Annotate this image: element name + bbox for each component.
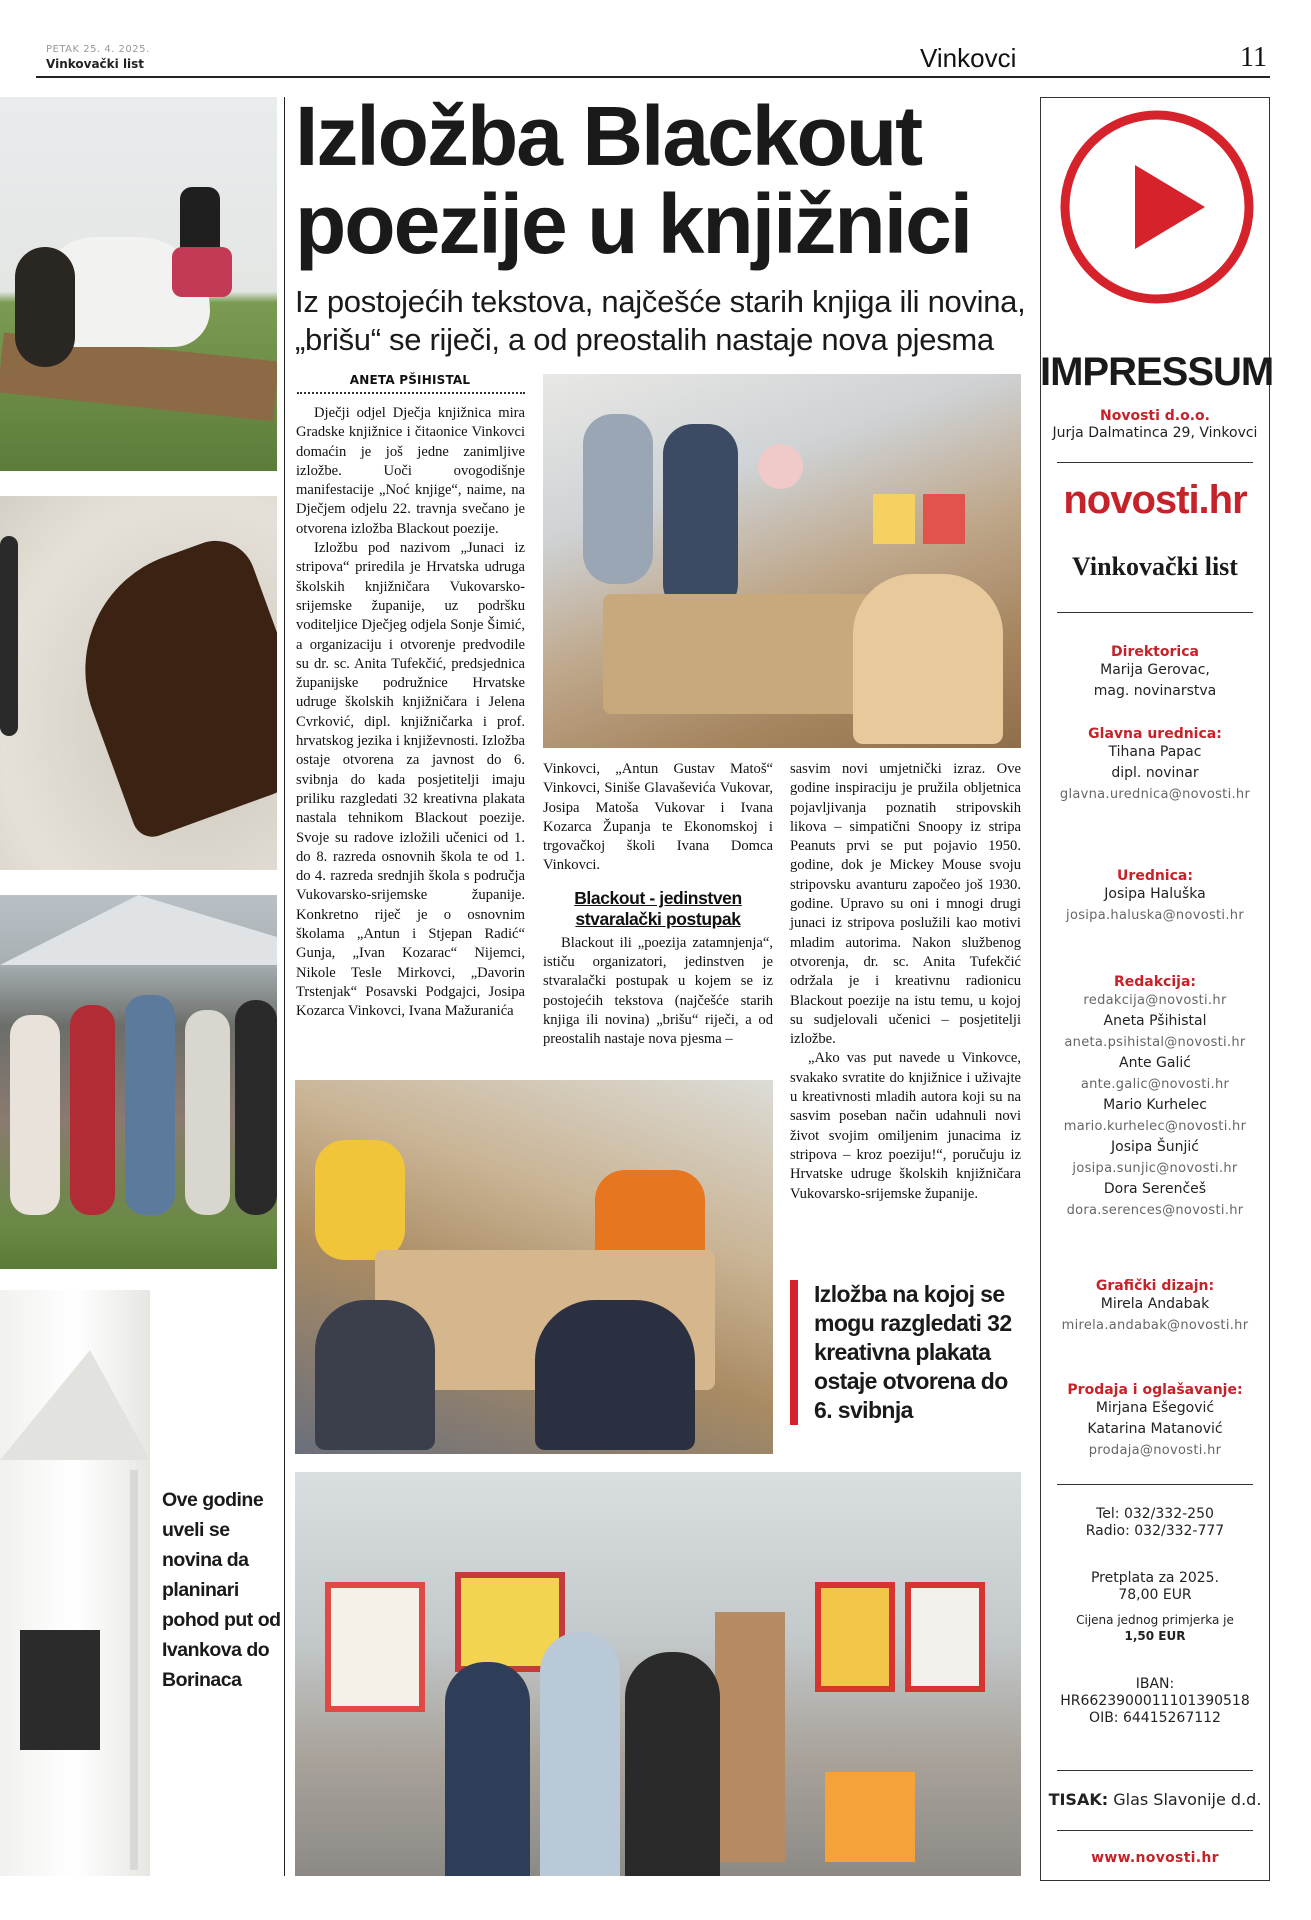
print-value: Glas Slavonije d.d.	[1113, 1790, 1262, 1809]
iban-value: HR6623900011101390518	[1060, 1693, 1250, 1709]
section-name: Vinkovci	[920, 43, 1017, 73]
newsroom-email: redakcija@novosti.hr	[1083, 993, 1227, 1008]
article-headline	[295, 89, 1035, 271]
print-info	[1040, 1790, 1270, 1809]
impressum-rule	[1057, 462, 1253, 463]
subscription-label: Pretplata za 2025.	[1090, 1570, 1220, 1586]
staff-block-director	[1040, 642, 1270, 702]
paragraph: Dječji odjel Dječja knjižnica mira Gradske knjižnice i čitaonice Vinkovci domaćin je još jedne zanimljive izložbe. Uoči ovogodišnje manifestacije „Noć knjige“, naime, na Dječjem odjelu 22. travnja svečano je otvorena izložba Blackout poezije.	[296, 405, 525, 537]
paragraph: Vinkovci, „Antun Gustav Matoš“ Vinkovci, Siniše Glavaševića Vukovar, Josipa Matoša Vukovar i Ivana Kozarca Županja te Ekonomskoj i trgovačkoj školi Ivana Domca Vinkovci.	[543, 761, 773, 874]
white-tent-photo	[0, 1290, 150, 1876]
role-label: Urednica:	[1117, 868, 1193, 884]
headline-line-2: poezije u knjižnici	[295, 177, 972, 271]
staff-email: mario.kurhelec@novosti.hr	[1063, 1119, 1247, 1134]
article-subtitle: Blackout - jedinstven stvaralački postupak	[574, 887, 742, 929]
iban-label: IBAN:	[1135, 1676, 1175, 1692]
single-copy-label: Cijena jednog primjerka je	[1076, 1613, 1234, 1627]
role-label: Prodaja i oglašavanje:	[1067, 1382, 1243, 1398]
role-label: Glavna urednica:	[1088, 726, 1222, 742]
staff-name: Marija Gerovac,	[1100, 662, 1210, 678]
staff-name: Mirjana Ešegović	[1095, 1400, 1215, 1416]
paragraph: „Ako vas put navede u Vinkovce, svakako svratite do knjižnice i uživajte u kreativnosti mladih autora koji su na sasvim poseban način udahnuli novi život svojim omiljenim junacima iz stripova – kroz poeziju!“, poručuju iz Hrvatske udruge školskih knjižničara Vukovarsko-srijemske županije.	[790, 1050, 1021, 1202]
role-label: Redakcija:	[1114, 974, 1196, 990]
impressum-rule	[1057, 1830, 1253, 1831]
staff-title: dipl. novinar	[1111, 765, 1199, 781]
workshop-photo-middle	[295, 1080, 773, 1454]
oib-value: OIB: 64415267112	[1089, 1710, 1221, 1726]
staff-block-newsroom	[1040, 972, 1270, 1221]
left-column-rule	[284, 97, 285, 1876]
radio-number: Radio: 032/332-777	[1085, 1523, 1225, 1539]
staff-block-chief-editor	[1040, 724, 1270, 805]
staff-name: Dora Serenčeš	[1103, 1181, 1207, 1197]
staff-name: Ante Galić	[1119, 1055, 1191, 1071]
article-column-1	[296, 404, 525, 1022]
website-link[interactable]: www.novosti.hr	[1091, 1850, 1219, 1866]
crowd-under-tent-photo	[0, 895, 277, 1269]
print-label: TISAK:	[1048, 1790, 1109, 1809]
pull-quote: Izložba na kojoj se mogu razgledati 32 kreativna plakata ostaje otvorena do 6. svibnja	[790, 1280, 1025, 1425]
staff-name: Tihana Papac	[1108, 744, 1202, 760]
phone-number: Tel: 032/332-250	[1096, 1506, 1214, 1522]
organizers-exhibition-photo	[295, 1472, 1021, 1876]
subscription-info	[1040, 1570, 1270, 1644]
play-icon	[1057, 107, 1257, 307]
staff-name: Mirela Andabak	[1100, 1296, 1210, 1312]
paragraph: sasvim novi umjetnički izraz. Ove godine inspiraciju je pružila obljetnica pojavljivanja poznatih stripovskih likova – simpatični Snoopy iz stripa Peanuts prvi se put pojavio 1950. godine, dok je Mickey Mouse svoju stripovsku avanturu započeo još 1930. godine. Upravo su oni i mnogi drugi junaci iz stripova poslužili kao motivi mladim autorima. Nakon službenog otvorenja, dr. sc. Anita Tufekčić održala je i kreativnu radionicu Blackout poezije na istu temu, u kojoj su sudjelovali učenici – posjetitelji izložbe.	[790, 761, 1021, 1048]
staff-block-editor	[1040, 866, 1270, 926]
staff-name: Josipa Šunjić	[1111, 1139, 1199, 1155]
staff-email: dora.serences@novosti.hr	[1066, 1203, 1244, 1218]
side-photo-caption: Ove godine uveli se novina da planinari pohod put od Ivankova do Borinaca	[162, 1489, 281, 1691]
staff-name: Katarina Matanović	[1087, 1421, 1223, 1437]
horse-head-photo	[0, 496, 277, 870]
role-label: Grafički dizajn:	[1095, 1278, 1215, 1294]
single-copy-price: 1,50 EUR	[1124, 1629, 1186, 1643]
workshop-photo-top	[543, 374, 1021, 748]
contact-phones	[1040, 1506, 1270, 1540]
article-column-3	[790, 760, 1021, 1204]
impressum-rule	[1057, 612, 1253, 613]
staff-email: aneta.psihistal@novosti.hr	[1064, 1035, 1246, 1050]
article-subhead: Iz postojećih tekstova, najčešće starih knjiga ili novina, „brišu“ se riječi, a od preostalih nastaje nova pjesma	[295, 284, 1026, 357]
staff-email: mirela.andabak@novosti.hr	[1061, 1318, 1249, 1333]
bank-info	[1040, 1676, 1270, 1727]
headline-line-1: Izložba Blackout	[295, 89, 922, 183]
subscription-price: 78,00 EUR	[1118, 1587, 1192, 1603]
paper-name: Vinkovački list	[46, 57, 145, 71]
staff-name: Josipa Haluška	[1104, 886, 1206, 902]
staff-email: josipa.sunjic@novosti.hr	[1072, 1161, 1238, 1176]
staff-name: Aneta Pšihistal	[1103, 1013, 1207, 1029]
staff-title: mag. novinarstva	[1093, 683, 1217, 699]
issue-date: PETAK 25. 4. 2025.	[46, 44, 150, 55]
byline-rule	[297, 392, 525, 394]
role-label: Direktorica	[1111, 644, 1199, 660]
staff-email: glavna.urednica@novosti.hr	[1059, 787, 1251, 802]
impressum-rule	[1057, 1484, 1253, 1485]
staff-block-design	[1040, 1276, 1270, 1336]
page-number: 11	[1240, 42, 1267, 73]
header-rule	[36, 76, 1270, 78]
staff-email: ante.galic@novosti.hr	[1080, 1077, 1230, 1092]
article-column-2	[543, 760, 773, 1050]
staff-block-sales	[1040, 1380, 1270, 1461]
impressum-rule	[1057, 1770, 1253, 1771]
publisher-address: Jurja Dalmatinca 29, Vinkovci	[1052, 425, 1258, 441]
horse-rider-photo	[0, 97, 277, 471]
staff-name: Mario Kurhelec	[1103, 1097, 1207, 1113]
paper-logo: Vinkovački list	[1072, 552, 1238, 581]
paragraph: Blackout ili „poezija zatamnjenja“, ističu organizatori, jedinstven je stvaralački postupak u kojem se iz postojećih tekstova (najčešće starih knjiga ili novina) „brišu“ riječi, a od preostalih nastaje nova pjesma –	[543, 934, 773, 1048]
staff-email: prodaja@novosti.hr	[1088, 1443, 1222, 1458]
novosti-logo: novosti.hr	[1063, 478, 1247, 522]
byline: ANETA PŠIHISTAL	[349, 373, 471, 387]
publisher-name: Novosti d.o.o.	[1100, 408, 1210, 424]
staff-email: josipa.haluska@novosti.hr	[1066, 908, 1244, 923]
impressum-title: IMPRESSUM	[1040, 350, 1274, 394]
paragraph: Izložbu pod nazivom „Junaci iz stripova“ priredila je Hrvatska udruga školskih knjižničara Vukovarsko-srijemske županije, uz podršku voditeljice Dječjeg odjela Sonje Šimić, a organizaciju i otvorenje predvodile su dr. sc. Anita Tufekčić, predsjednica županijske podružnice Hrvatske udruge školskih knjižničara i Jelena Cvrković, dipl. knjižničarka i prof. hrvatskog jezika i književnosti. Izložba ostaje otvorena za javnost do 6. svibnja do kada posjetitelji imaju priliku razgledati 32 kreativna plakata nastala tehnikom Blackout poezije. Svoje su radove izložili učenici od 1. do 8. razreda osnovnih škola te od 1. do 4. razreda srednjih škola s područja Vukovarsko-srijemske županije. Konkretno riječ je o osnovnim školama „Antun i Stjepan Radić“ Gunja, „Ivan Kozarac“ Nijemci, Nikole Tesle Mirkovci, „Davorin Trstenjak“ Posavski Podgajci, Josipa Kozarca Vinkovci, Ivana Mažuranića	[296, 540, 525, 1020]
